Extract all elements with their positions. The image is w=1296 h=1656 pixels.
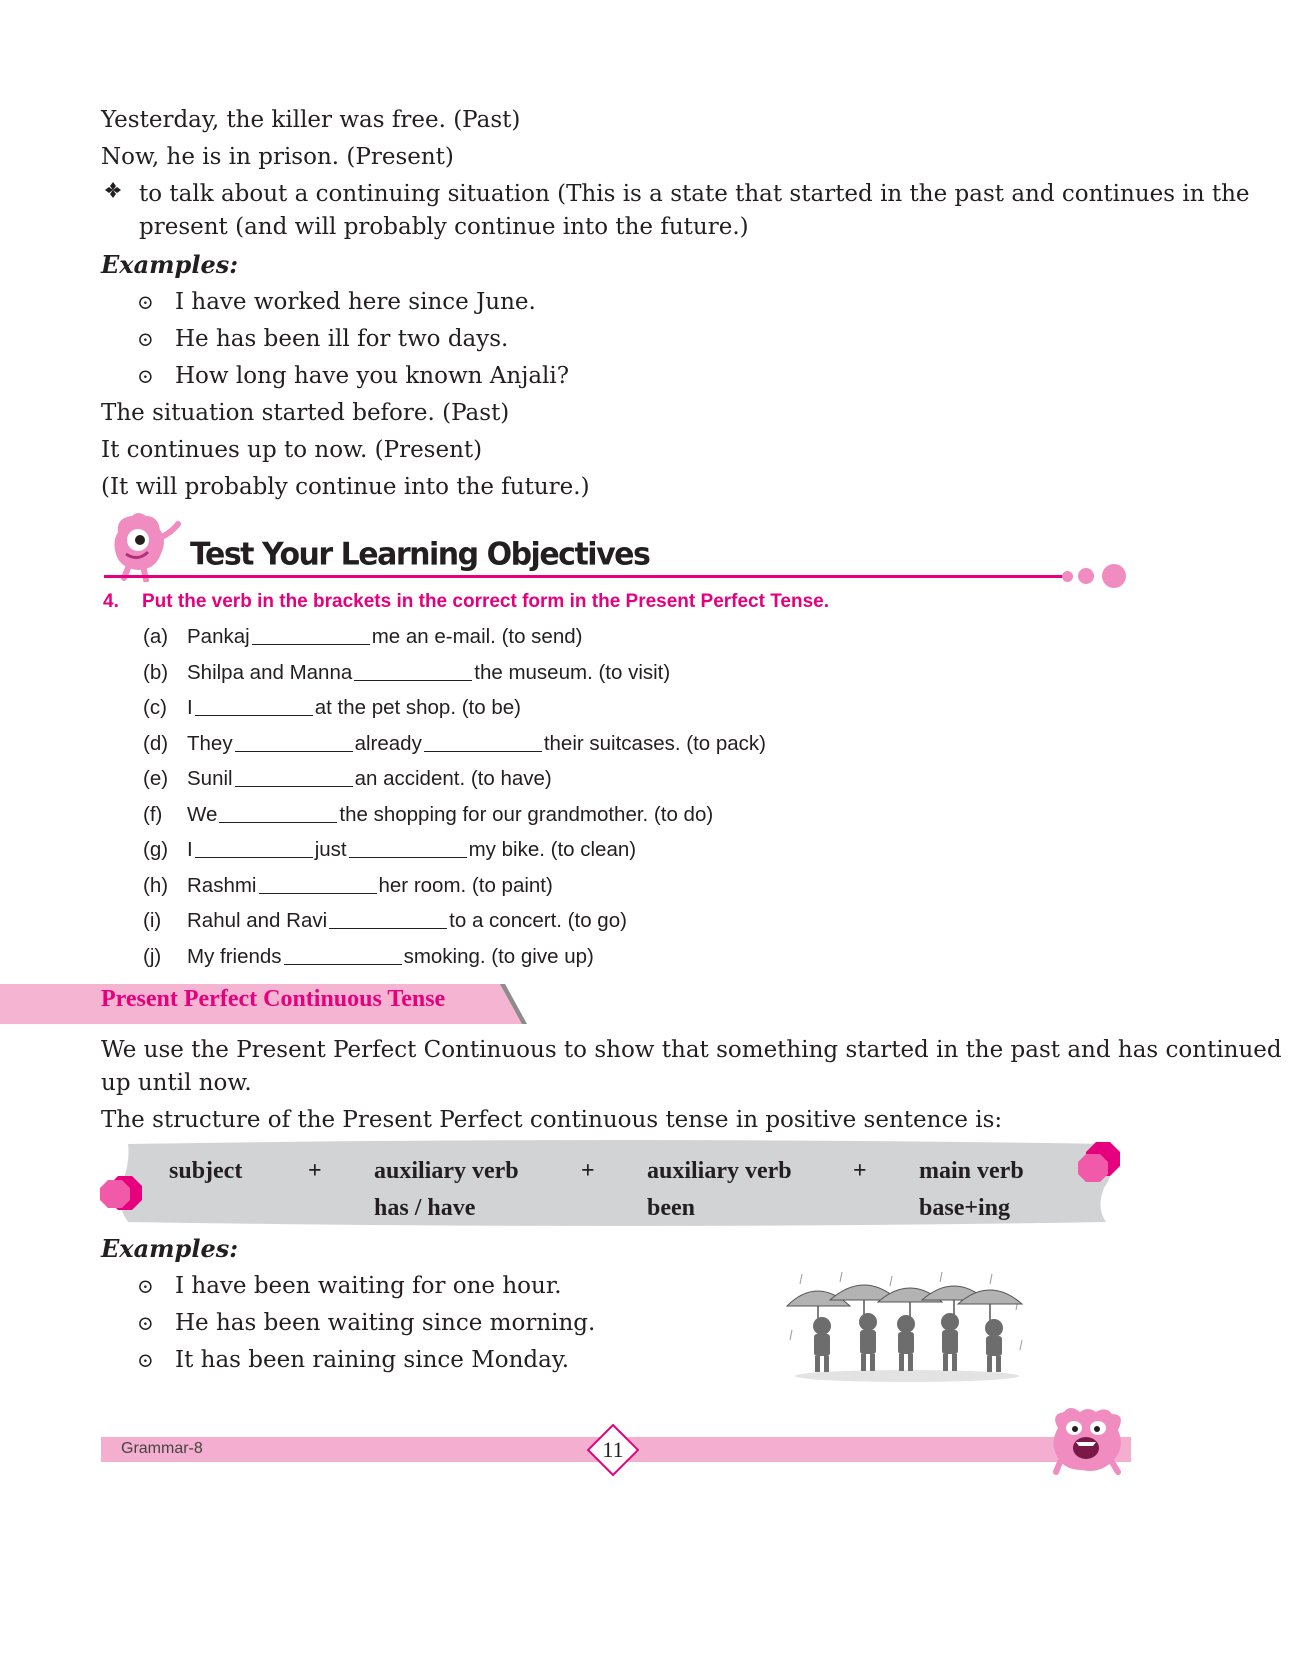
answer-blank[interactable]: [195, 837, 313, 858]
answer-blank[interactable]: [284, 944, 402, 965]
circle-bullet-icon: ⊙: [137, 1348, 154, 1372]
exercise-item: (e) Sunil an accident. (to have): [143, 767, 552, 790]
banner-underline: [104, 575, 1064, 578]
structure-auxiliary-1-value: has / have: [374, 1195, 476, 1221]
answer-blank[interactable]: [349, 837, 467, 858]
exercise-number: 4.: [103, 591, 119, 612]
circle-bullet-icon: ⊙: [137, 290, 154, 314]
structure-main-verb-value: base+ing: [919, 1195, 1011, 1221]
exercise-instruction: Put the verb in the brackets in the correct form in the Present Perfect Tense.: [142, 591, 830, 612]
exercise-item: (h) Rashmi her room. (to paint): [143, 873, 553, 897]
circle-bullet-icon: ⊙: [137, 364, 154, 388]
page-number: 11: [602, 1437, 624, 1462]
usage-bullet-line-2: present (and will probably continue into the future.): [139, 214, 749, 240]
structure-auxiliary-1: auxiliary verb: [374, 1158, 519, 1184]
answer-blank[interactable]: [424, 731, 542, 752]
diamond-bullet-icon: [103, 180, 131, 208]
explain-line: (It will probably continue into the future.): [101, 474, 590, 500]
structure-plus: +: [853, 1158, 867, 1184]
answer-blank[interactable]: [259, 873, 377, 894]
exercise-item: (a) Pankaj me an e-mail. (to send): [143, 625, 583, 648]
paragraph-line: The structure of the Present Perfect continuous tense in positive sentence is:: [101, 1107, 1003, 1133]
section-banner-title: Test Your Learning Objectives: [190, 536, 650, 573]
answer-blank[interactable]: [252, 624, 370, 645]
exercise-item: (g) I just my bike. (to clean): [143, 838, 637, 861]
paragraph-line: We use the Present Perfect Continuous to show that something started in the past and has continued: [101, 1037, 1282, 1063]
answer-blank[interactable]: [195, 695, 313, 716]
example-item: ⊙ How long have you known Anjali?: [137, 360, 569, 392]
answer-blank[interactable]: [235, 731, 353, 752]
pink-monster-mascot-icon: [1046, 1404, 1130, 1476]
exercise-list: [143, 624, 766, 970]
exercise-item: (i) Rahul and Ravi to a concert. (to go): [143, 909, 627, 932]
answer-blank[interactable]: [354, 660, 472, 681]
structure-subject: subject: [169, 1158, 243, 1184]
examples-heading: Examples:: [101, 250, 239, 279]
example-item: ⊙ He has been ill for two days.: [137, 323, 508, 355]
structure-plus: +: [581, 1158, 595, 1184]
exercise-item: (f) We the shopping for our grandmother. (to do): [143, 802, 714, 826]
answer-blank[interactable]: [329, 908, 447, 929]
structure-auxiliary-2-value: been: [647, 1195, 695, 1221]
explain-line: It continues up to now. (Present): [101, 437, 483, 463]
footer-book-title: Grammar-8: [121, 1440, 203, 1457]
intro-line: Yesterday, the killer was free. (Past): [101, 107, 521, 133]
banner-dot-decoration: [1062, 571, 1073, 582]
explain-line: The situation started before. (Past): [101, 400, 510, 426]
usage-bullet-line-1: to talk about a continuing situation (This is a state that started in the past and continues in the: [139, 181, 1250, 207]
example-item: ⊙ It has been raining since Monday.: [137, 1344, 569, 1376]
children-umbrellas-illustration: [782, 1270, 1032, 1386]
examples-heading: Examples:: [101, 1234, 239, 1263]
banner-dot-decoration: [1102, 564, 1126, 588]
banner-dot-decoration: [1078, 568, 1094, 584]
example-item: ⊙ He has been waiting since morning.: [137, 1307, 595, 1339]
circle-bullet-icon: ⊙: [137, 1311, 154, 1335]
answer-blank[interactable]: [219, 802, 337, 823]
exercise-item: (c) I at the pet shop. (to be): [143, 696, 521, 719]
intro-line: Now, he is in prison. (Present): [101, 144, 454, 170]
structure-plus: +: [308, 1158, 322, 1184]
example-item: ⊙ I have worked here since June.: [137, 286, 536, 318]
exercise-item: (j) My friends smoking. (to give up): [143, 944, 594, 968]
answer-blank[interactable]: [235, 766, 353, 787]
paragraph-line: up until now.: [101, 1070, 252, 1096]
circle-bullet-icon: ⊙: [137, 1274, 154, 1298]
structure-auxiliary-2: auxiliary verb: [647, 1158, 792, 1184]
example-item: ⊙ I have been waiting for one hour.: [137, 1270, 562, 1302]
section-heading: Present Perfect Continuous Tense: [101, 986, 446, 1012]
circle-bullet-icon: ⊙: [137, 327, 154, 351]
exercise-item: (b) Shilpa and Manna the museum. (to visit): [143, 660, 671, 684]
pink-monster-mascot-icon: [108, 510, 190, 582]
exercise-item: (d) They already their suitcases. (to pack): [143, 731, 766, 755]
structure-main-verb: main verb: [919, 1158, 1024, 1184]
